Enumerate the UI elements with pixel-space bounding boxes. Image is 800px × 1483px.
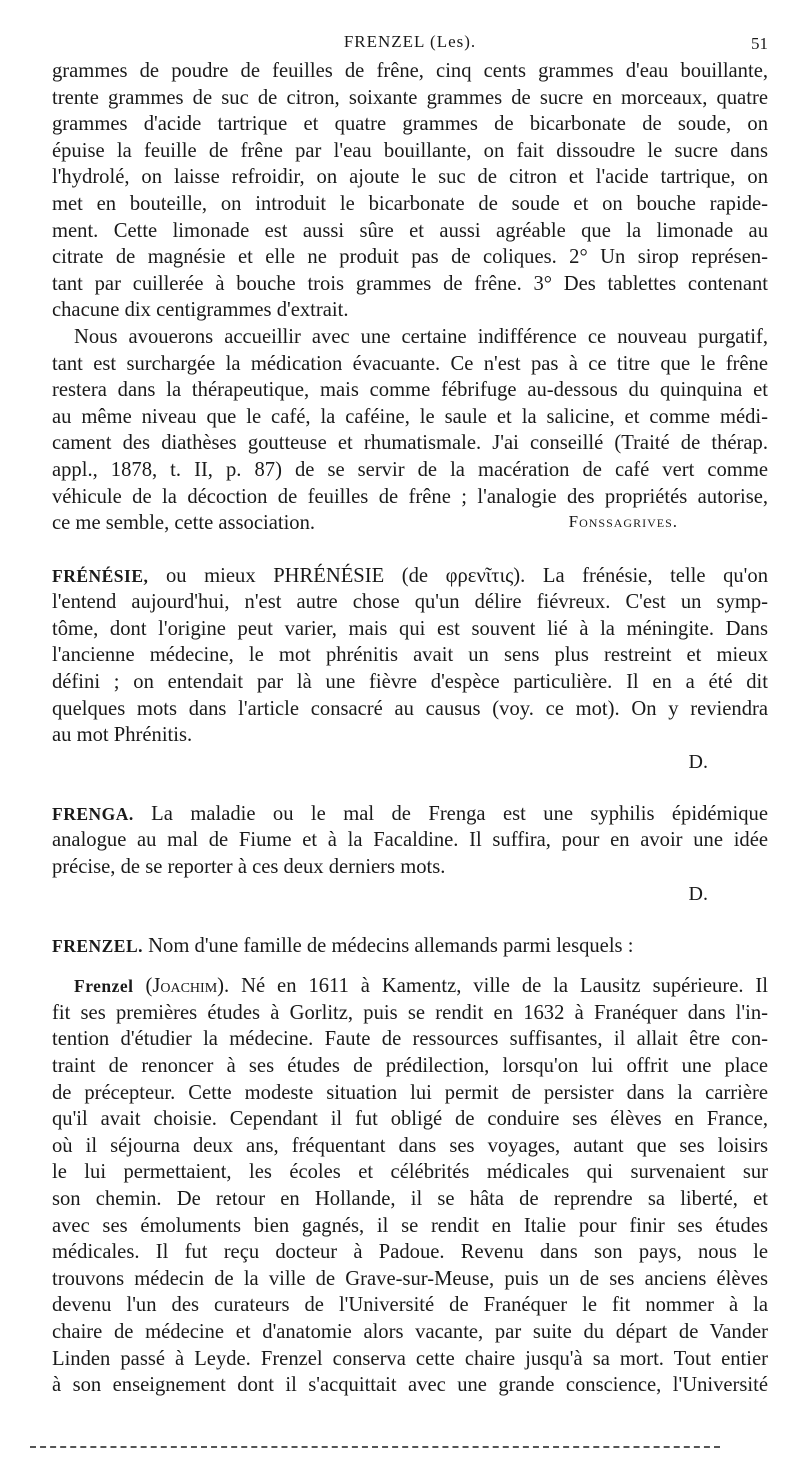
- text-line: son chemin. De retour en Hollande, il se hâta de reprendre sa liberté, et: [52, 1187, 768, 1210]
- entry-frenzel: [52, 933, 768, 960]
- running-title: FRENZEL (Les).: [343, 32, 477, 51]
- text-line: analogue au mal de Fiume et à la Facaldine. Il suffira, pour en avoir une idée: [52, 829, 768, 852]
- text-line: devenu l'un des curateurs de l'Université de Franéquer le fit nommer à la: [52, 1294, 768, 1317]
- text-line: qu'il avait choisie. Cependant il fut obligé de conduire ses élèves en France,: [52, 1108, 768, 1131]
- text-line: chaire de médecine et d'anatomie alors vacante, par suite du départ de Vander: [52, 1320, 768, 1343]
- text-line: FRÉNÉSIE, ou mieux PHRÉNÉSIE (de φρενῖτις). La frénésie, telle qu'on: [52, 564, 768, 587]
- spacer: [52, 537, 768, 563]
- given-name: (Joachim).: [145, 975, 230, 998]
- entry-headword: FRÉNÉSIE,: [52, 565, 149, 586]
- footer-rule: [30, 1446, 720, 1448]
- text-line: de précepteur. Cette modeste situation lui permit de persister dans la carrière: [52, 1081, 768, 1104]
- text-line: trouvons médecin de la ville de Grave-sur-Meuse, puis un de ses anciens élèves: [52, 1267, 768, 1290]
- text-line: FRENGA. La maladie ou le mal de Frenga est une syphilis épidémique: [52, 802, 768, 825]
- text-line: trente grammes de suc de citron, soixante grammes de sucre en morceaux, quatre: [52, 86, 768, 109]
- author-signature: D.: [688, 750, 708, 773]
- text-line: cament des diathèses goutteuse et rhumatismale. J'ai conseillé (Traité de thérap.: [52, 432, 768, 455]
- text-line: grammes d'acide tartrique et quatre grammes de bicarbonate de soude, on: [52, 113, 768, 136]
- page-header: [52, 24, 768, 58]
- paragraph-recipe: [52, 58, 768, 324]
- text-line: chacune dix centigrammes d'extrait.: [52, 299, 349, 322]
- text-line: où il séjourna deux ans, fréquentant dans ses voyages, autant que ses loisirs: [52, 1134, 768, 1157]
- text-line: à son enseignement dont il s'acquittait avec une grande conscience, l'Université: [52, 1374, 768, 1397]
- text-line: l'entend aujourd'hui, n'est autre chose qu'un délire fiévreux. C'est un symp-: [52, 591, 768, 614]
- text-line: au même niveau que le café, la caféine, le saule et la salicine, et comme médi-: [52, 405, 768, 428]
- text-line: au mot Phrénitis.: [52, 724, 193, 747]
- text-line: citrate de magnésie et elle ne produit pas de coliques. 2° Un sirop représen-: [52, 246, 768, 269]
- page-number: 51: [751, 34, 768, 53]
- text-line: épuise la feuille de frêne par l'eau bouillante, on fait dissoudre le sucre dans: [52, 139, 768, 162]
- text-line: ment. Cette limonade est aussi sûre et aussi agréable que la limonade au: [52, 219, 768, 242]
- entry-frenesie: [52, 563, 768, 775]
- text-line: ce me semble, cette association.: [52, 512, 316, 535]
- text-line: traint de renoncer à ses études de prédilection, lorsqu'on lui offrit une place: [52, 1055, 768, 1077]
- text-line: tention d'étudier la médecine. Faute de ressources suffisantes, il allait être con-: [52, 1028, 768, 1051]
- text-line: précise, de se reporter à ces deux derniers mots.: [52, 856, 446, 879]
- page: [52, 24, 768, 1399]
- entry-headword: FRENZEL.: [52, 935, 144, 956]
- text-line: tant est surchargée la médication évacuante. Ce n'est pas à ce titre que le frêne: [52, 352, 768, 375]
- entry-headword: Frenzel: [74, 976, 134, 997]
- entry-frenga: [52, 801, 768, 907]
- text-line: appl., 1878, t. II, p. 87) de se servir de la macération de café vert comme: [52, 458, 768, 481]
- paragraph-commentary: [52, 324, 768, 537]
- closing-line: [52, 510, 768, 537]
- text-line: le lui permettaient, les écoles et célébrités médicales qui survenaient sur: [52, 1161, 768, 1184]
- text-line: véhicule de la décoction de feuilles de frêne ; l'analogie des propriétés autorise,: [52, 485, 768, 508]
- text-line: Frenzel (Joachim). Né en 1611 à Kamentz, ville de la Lausitz supérieure. Il: [74, 975, 768, 998]
- spacer: [52, 907, 768, 933]
- text-line: l'ancienne médecine, le mot phrénitis avait un sens plus restreint et mieux: [52, 644, 768, 667]
- text-line: défini ; on entendait par là une fièvre d'espèce particulière. Il en a été dit: [52, 671, 768, 694]
- text-line: quelques mots dans l'article consacré au causus (voy. ce mot). On y reviendra: [52, 697, 768, 720]
- spacer: [52, 959, 768, 973]
- entry-frenzel-joachim: [52, 973, 768, 1399]
- entry-headword: FRENGA.: [52, 803, 134, 824]
- text-line: Nous avouerons accueillir avec une certaine indifférence ce nouveau purgatif,: [74, 325, 768, 348]
- text-line: grammes de poudre de feuilles de frêne, cinq cents grammes d'eau bouillante,: [52, 60, 768, 82]
- spacer: [52, 775, 768, 801]
- text-line: médicales. Il fut reçu docteur à Padoue. Revenu dans son pays, nous le: [52, 1241, 768, 1264]
- text-line: tôme, dont l'origine peut varier, mais qui est souvent lié à la méningite. Dans: [52, 617, 768, 640]
- text-line: avec ses émoluments bien gagnés, il se rendit en Italie pour finir ses études: [52, 1214, 768, 1237]
- author-signature: D.: [688, 882, 708, 905]
- text-line: tant par cuillerée à bouche trois grammes de frêne. 3° Des tablettes contenant: [52, 272, 768, 295]
- text-line: FRENZEL. Nom d'une famille de médecins allemands parmi lesquels :: [52, 934, 634, 957]
- text-line: Linden passé à Leyde. Frenzel conserva cette chaire jusqu'à sa mort. Tout entier: [52, 1347, 768, 1370]
- author-signature: Fonssagrives.: [568, 512, 678, 532]
- text-line: l'hydrolé, on laisse refroidir, on ajoute le suc de citron et l'acide tartrique, on: [52, 166, 768, 189]
- text-line: fit ses premières études à Gorlitz, puis se rendit en 1632 à Franéquer dans l'in-: [52, 1001, 768, 1024]
- text-line: met en bouteille, on introduit le bicarbonate de soude et on bouche rapide-: [52, 192, 768, 215]
- text-line: restera dans la thérapeutique, mais comme fébrifuge au-dessous du quinquina et: [52, 379, 768, 402]
